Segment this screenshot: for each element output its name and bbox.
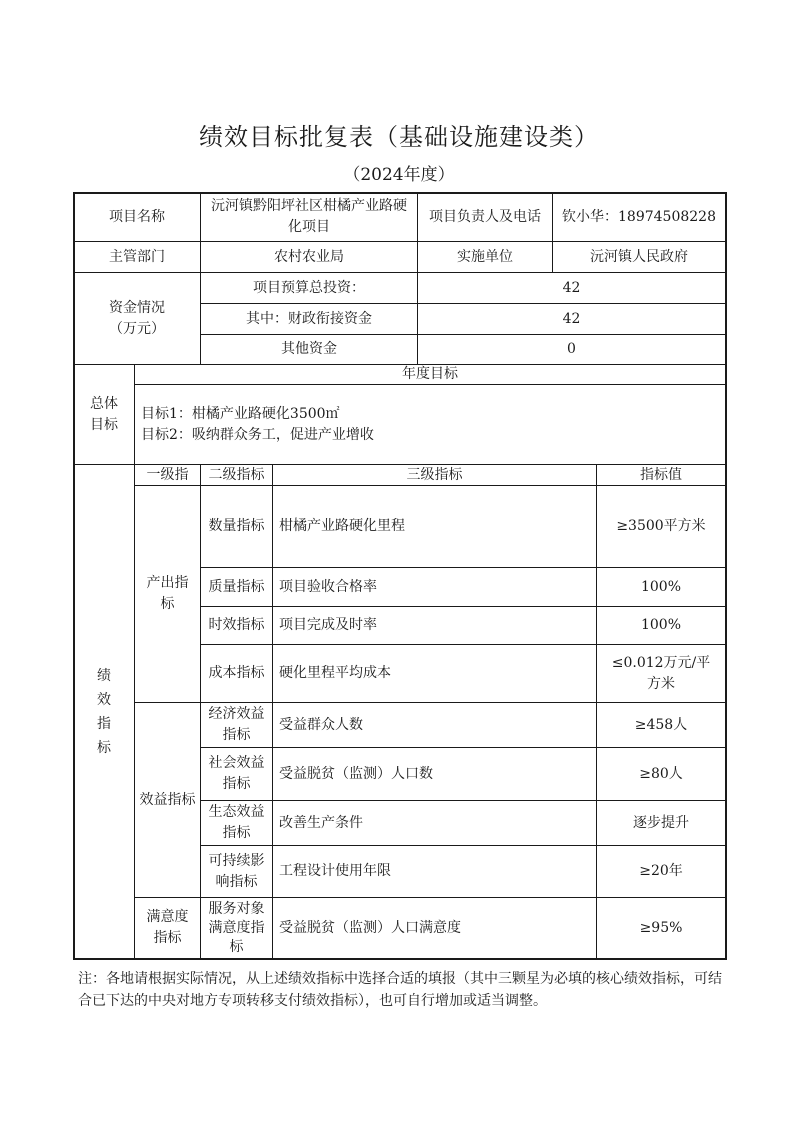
metrics-label: 绩 效 指 标 xyxy=(97,667,111,756)
funds-row-label: 其中：财政衔接资金 xyxy=(246,310,372,327)
level3-header: 三级指标 xyxy=(406,466,463,483)
funds-label: 资金情况 （万元） xyxy=(109,299,165,337)
value-cell: ≥458人 xyxy=(634,716,688,733)
project-manager-value: 钦小华：18974508228 xyxy=(562,208,716,225)
level2-cell: 数量指标 xyxy=(208,518,265,534)
level3-cell: 硬化里程平均成本 xyxy=(279,665,391,681)
level2-cell: 经济效益 指标 xyxy=(208,706,265,743)
level2-cell: 时效指标 xyxy=(208,617,265,633)
footnote: 注：各地请根据实际情况，从上述绩效指标中选择合适的填报（其中三颗星为必填的核心绩效指标，可结合已下达的中央对地方专项转移支付绩效指标），也可自行增加或适当调整。 xyxy=(78,971,722,1009)
project-manager-label: 项目负责人及电话 xyxy=(429,208,541,225)
level3-cell: 改善生产条件 xyxy=(279,814,363,831)
page-title: 绩效目标批复表（基础设施建设类） xyxy=(199,123,599,151)
level2-cell: 生态效益 指标 xyxy=(208,804,265,841)
project-name-value: 沅河镇黔阳坪社区柑橘产业路硬化项目 xyxy=(211,198,407,235)
group-satisfaction-label: 满意度 指标 xyxy=(146,909,189,946)
project-name-label: 项目名称 xyxy=(109,208,165,225)
year-subtitle: （2024年度） xyxy=(343,165,455,185)
value-cell: 100% xyxy=(640,578,682,595)
value-header: 指标值 xyxy=(640,466,682,483)
unit-value: 沅河镇人民政府 xyxy=(590,248,688,265)
annual-goal-list xyxy=(135,385,725,464)
level2-header: 二级指标 xyxy=(208,466,265,483)
level3-cell: 工程设计使用年限 xyxy=(279,863,391,879)
level3-cell: 受益群众人数 xyxy=(279,716,363,733)
value-cell: ≥3500平方米 xyxy=(616,518,706,534)
annual-goal-item: 目标2：吸纳群众务工，促进产业增收 xyxy=(141,426,374,443)
funds-row-value: 0 xyxy=(567,341,576,357)
value-cell: ≥20年 xyxy=(639,863,683,879)
level3-cell: 柑橘产业路硬化里程 xyxy=(279,518,405,534)
annual-goal-item: 目标1：柑橘产业路硬化3500㎡ xyxy=(141,405,340,422)
level3-cell: 项目完成及时率 xyxy=(279,617,377,633)
funds-row-label: 项目预算总投资： xyxy=(253,279,365,296)
dept-value: 农村农业局 xyxy=(274,248,344,265)
level2-cell: 服务对象 满意度指 标 xyxy=(208,900,265,955)
level2-cell: 成本指标 xyxy=(208,665,265,681)
value-cell: ≥95% xyxy=(639,919,683,936)
value-cell: 逐步提升 xyxy=(633,814,689,831)
funds-row-value: 42 xyxy=(562,279,581,296)
level1-header: 一级指 xyxy=(146,466,189,483)
value-cell: 100% xyxy=(640,617,682,633)
level2-cell: 可持续影 响指标 xyxy=(208,852,265,890)
level3-cell: 受益脱贫（监测）人口满意度 xyxy=(279,919,461,936)
funds-row-label: 其他资金 xyxy=(281,341,337,357)
group-benefit-label: 效益指标 xyxy=(139,791,196,808)
value-cell: ≤0.012万元/平 方米 xyxy=(611,654,711,692)
annual-goal-header: 年度目标 xyxy=(402,366,458,382)
group-output-label: 产出指 标 xyxy=(146,575,189,612)
table-border-bottom xyxy=(73,958,727,960)
level3-cell: 受益脱贫（监测）人口数 xyxy=(279,765,433,782)
value-cell: ≥80人 xyxy=(639,765,683,782)
dept-label: 主管部门 xyxy=(109,248,165,265)
level2-cell: 社会效益 指标 xyxy=(208,755,265,792)
funds-row-value: 42 xyxy=(562,310,581,327)
unit-label: 实施单位 xyxy=(457,248,513,265)
level2-cell: 质量指标 xyxy=(208,578,265,595)
level3-cell: 项目验收合格率 xyxy=(279,578,377,595)
overall-goal-label: 总体 目标 xyxy=(90,395,118,433)
